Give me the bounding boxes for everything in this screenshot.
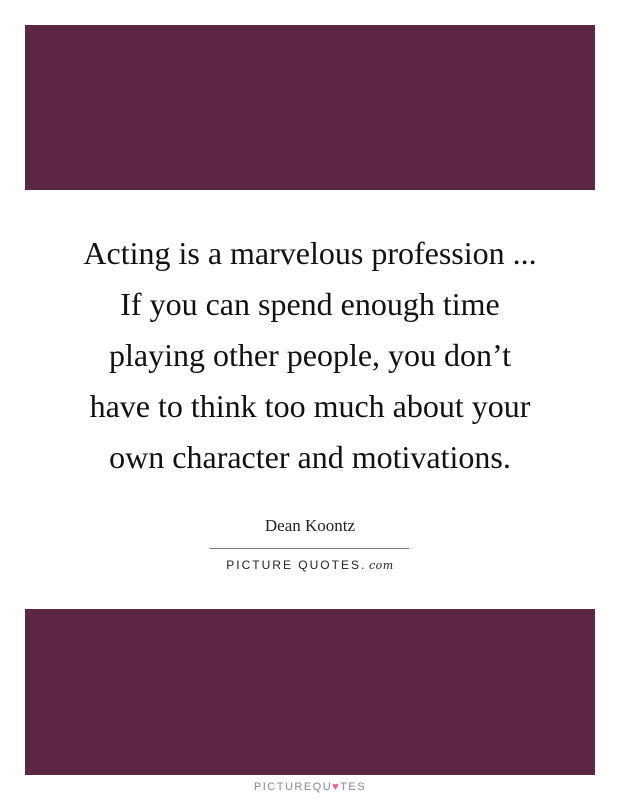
brand-name: PICTURE QUOTES (226, 558, 361, 572)
bottom-color-band (25, 609, 595, 775)
quote-line: If you can spend enough time (120, 286, 500, 322)
divider (210, 548, 409, 549)
top-color-band (25, 25, 595, 190)
footer-brand-start: PICTUREQU (253, 781, 333, 793)
quote-text (40, 228, 580, 483)
heart-icon: ♥ (332, 781, 341, 793)
footer-watermark (0, 781, 620, 793)
brand-watermark (210, 558, 410, 572)
quote-line: Acting is a marvelous profession ... (83, 235, 537, 271)
brand-suffix: . com (360, 559, 394, 572)
quote-line: playing other people, you don’t (109, 337, 511, 373)
quote-line: own character and motivations. (109, 439, 511, 475)
footer-brand-end: TES (340, 781, 367, 793)
quote-author: Dean Koontz (264, 516, 356, 535)
quote-line: have to think too much about your (89, 388, 531, 424)
